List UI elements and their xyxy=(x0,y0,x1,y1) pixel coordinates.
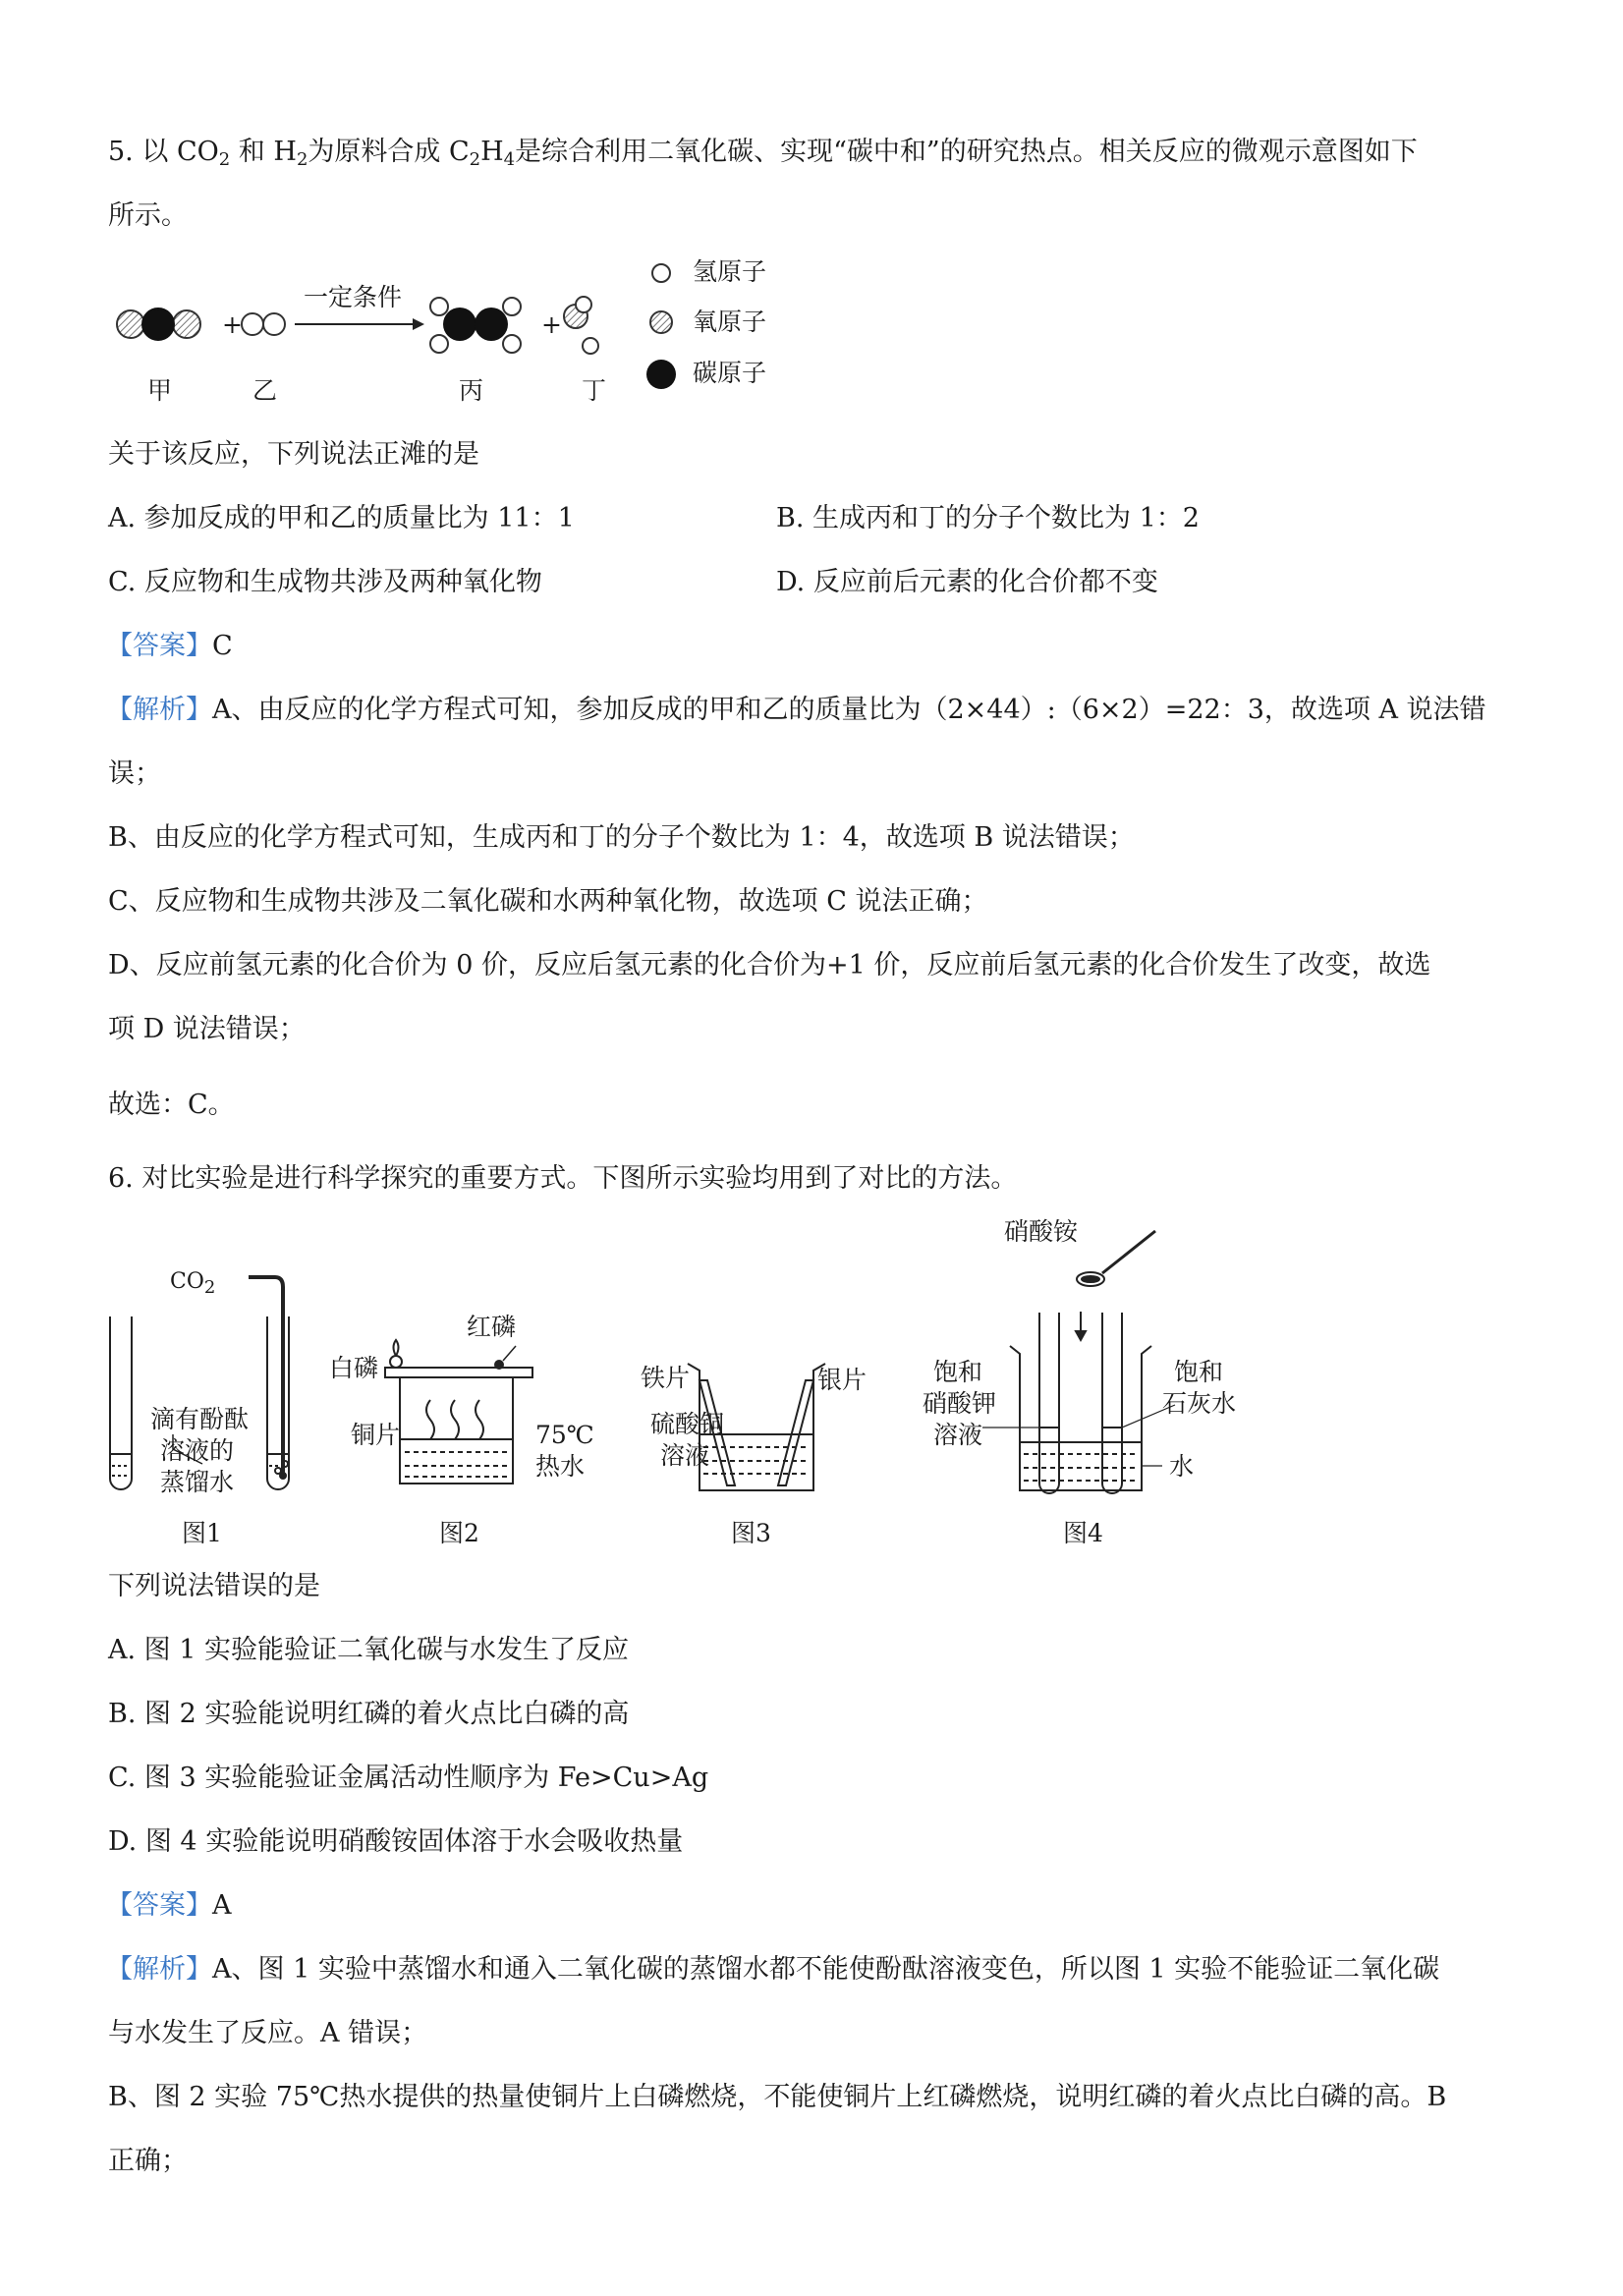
stem-part: 和 H xyxy=(238,137,297,167)
fig4-right-label-2: 石灰水 xyxy=(1162,1389,1237,1418)
q5-conclusion: 故选：C。 xyxy=(108,1090,235,1120)
q6-analysis-line1 xyxy=(106,1950,1439,1989)
answer-value: C xyxy=(212,631,233,661)
q6-option-d: D. 图 4 实验能说明硝酸铵固体溶于水会吸收热量 xyxy=(108,1826,684,1857)
q6-option-c: C. 图 3 实验能验证金属活动性顺序为 Fe>Cu>Ag xyxy=(108,1763,709,1793)
q5-prompt: 关于该反应，下列说法正滩的是 xyxy=(108,439,479,470)
fig2-white-phosphorus: 白磷 xyxy=(329,1354,379,1382)
answer-value: A xyxy=(212,1890,232,1921)
fig4-left-label-1: 饱和 xyxy=(933,1358,983,1386)
q6-analysis-line: 与水发生了反应。A 错误； xyxy=(108,2018,428,2048)
fig1-label-line1: 滴有酚酞 xyxy=(150,1405,250,1433)
subscript: 2 xyxy=(218,149,231,170)
plus-sign: + xyxy=(222,310,243,339)
fig4-caption: 图4 xyxy=(1063,1519,1103,1547)
q6-analysis-line: B、图 2 实验 75℃热水提供的热量使铜片上白磷燃烧，不能使铜片上红磷燃烧，说明红磷的着火点比白磷的高。B xyxy=(108,2082,1447,2112)
molecule-label-ding: 丁 xyxy=(582,376,607,405)
fig3-solution-line1: 硫酸铜 xyxy=(650,1410,725,1438)
fig2-temperature: 75℃ xyxy=(535,1421,594,1449)
answer-tag: 【答案】 xyxy=(106,631,212,661)
q6-answer xyxy=(106,1886,232,1926)
q5-option-a: A. 参加反成的甲和乙的质量比为 11：1 xyxy=(108,503,575,533)
fig1-label-line3: 蒸馏水 xyxy=(160,1468,235,1496)
q5-stem-line2: 所示。 xyxy=(108,200,188,231)
analysis-tag: 【解析】 xyxy=(106,695,212,725)
q5-analysis-line: C、反应物和生成物共涉及二氧化碳和水两种氧化物，故选项 C 说法正确； xyxy=(108,886,988,917)
fig3-solution-line2: 溶液 xyxy=(660,1441,710,1470)
fig1-gas-label xyxy=(170,1267,215,1297)
fig4-apparatus xyxy=(982,1231,1175,1493)
molecule-label-yi: 乙 xyxy=(252,376,278,405)
q6-stem: 6. 对比实验是进行科学探究的重要方式。下图所示实验均用到了对比的方法。 xyxy=(108,1163,1018,1194)
subscript: 2 xyxy=(296,149,308,170)
fig2-apparatus xyxy=(385,1340,532,1484)
legend-carbon-label: 碳原子 xyxy=(693,359,767,387)
molecule-label-bing: 丙 xyxy=(459,376,484,405)
fig2-red-phosphorus: 红磷 xyxy=(467,1313,517,1341)
arrow-label: 一定条件 xyxy=(304,283,403,311)
fig3-caption: 图3 xyxy=(731,1519,771,1547)
q6-prompt: 下列说法错误的是 xyxy=(108,1571,320,1601)
q6-option-b: B. 图 2 实验能说明红磷的着火点比白磷的高 xyxy=(108,1699,630,1729)
q5-option-c: C. 反应物和生成物共涉及两种氧化物 xyxy=(108,567,542,597)
q6-option-a: A. 图 1 实验能验证二氧化碳与水发生了反应 xyxy=(108,1635,630,1665)
fig4-reagent: 硝酸铵 xyxy=(1004,1217,1079,1246)
fig4-left-label-3: 溶液 xyxy=(933,1421,983,1449)
stem-part: H xyxy=(480,137,504,167)
fig2-hot-water: 热水 xyxy=(535,1452,586,1481)
stem-part: 是综合利用二氧化碳、实现“碳中和”的研究热点。相关反应的微观示意图如下 xyxy=(515,137,1418,167)
analysis-text: A、图 1 实验中蒸馏水和通入二氧化碳的蒸馏水都不能使酚酞溶液变色，所以图 1 实验不能验证二氧化碳 xyxy=(212,1954,1440,1985)
fig4-right-label-1: 饱和 xyxy=(1174,1358,1224,1386)
legend-hydrogen-label: 氢原子 xyxy=(693,257,767,286)
subscript: 4 xyxy=(503,149,516,170)
q6-analysis-line: 正确； xyxy=(108,2146,188,2176)
gas-formula: CO xyxy=(170,1269,204,1294)
subscript: 2 xyxy=(203,1277,216,1298)
fig2-caption: 图2 xyxy=(439,1519,479,1547)
analysis-text: A、由反应的化学方程式可知，参加反成的甲和乙的质量比为（2×44）:（6×2）=22：3，故选项 A 说法错 xyxy=(212,695,1486,725)
answer-tag: 【答案】 xyxy=(106,1890,212,1921)
fig2-copper-sheet: 铜片 xyxy=(351,1421,401,1449)
question-number: 5. xyxy=(108,137,134,167)
q5-analysis-line: B、由反应的化学方程式可知，生成丙和丁的分子个数比为 1：4，故选项 B 说法错误； xyxy=(108,822,1135,853)
fig4-left-label-2: 硝酸钾 xyxy=(923,1389,997,1418)
q5-analysis-line: 项 D 说法错误； xyxy=(108,1014,306,1044)
fig3-silver-sheet: 银片 xyxy=(817,1366,867,1394)
stem-part: 以 CO xyxy=(141,137,219,167)
molecule-label-jia: 甲 xyxy=(147,376,173,405)
fig3-iron-sheet: 铁片 xyxy=(641,1364,691,1392)
analysis-tag: 【解析】 xyxy=(106,1954,212,1985)
fig4-water-label: 水 xyxy=(1169,1452,1195,1481)
q5-option-b: B. 生成丙和丁的分子个数比为 1：2 xyxy=(776,503,1200,533)
subscript: 2 xyxy=(469,149,481,170)
q5-analysis-line: D、反应前氢元素的化合价为 0 价，反应后氢元素的化合价为+1 价，反应前后氢元素的化合价发生了改变，故选 xyxy=(108,950,1431,980)
legend-oxygen-label: 氧原子 xyxy=(693,308,767,336)
fig1-label-line2: 溶液的 xyxy=(160,1436,235,1465)
q5-option-d: D. 反应前后元素的化合价都不变 xyxy=(776,567,1158,597)
fig1-caption: 图1 xyxy=(182,1519,222,1547)
stem-part: 为原料合成 C xyxy=(308,137,470,167)
q5-analysis-line: 误； xyxy=(108,758,161,789)
plus-sign: + xyxy=(541,310,562,339)
